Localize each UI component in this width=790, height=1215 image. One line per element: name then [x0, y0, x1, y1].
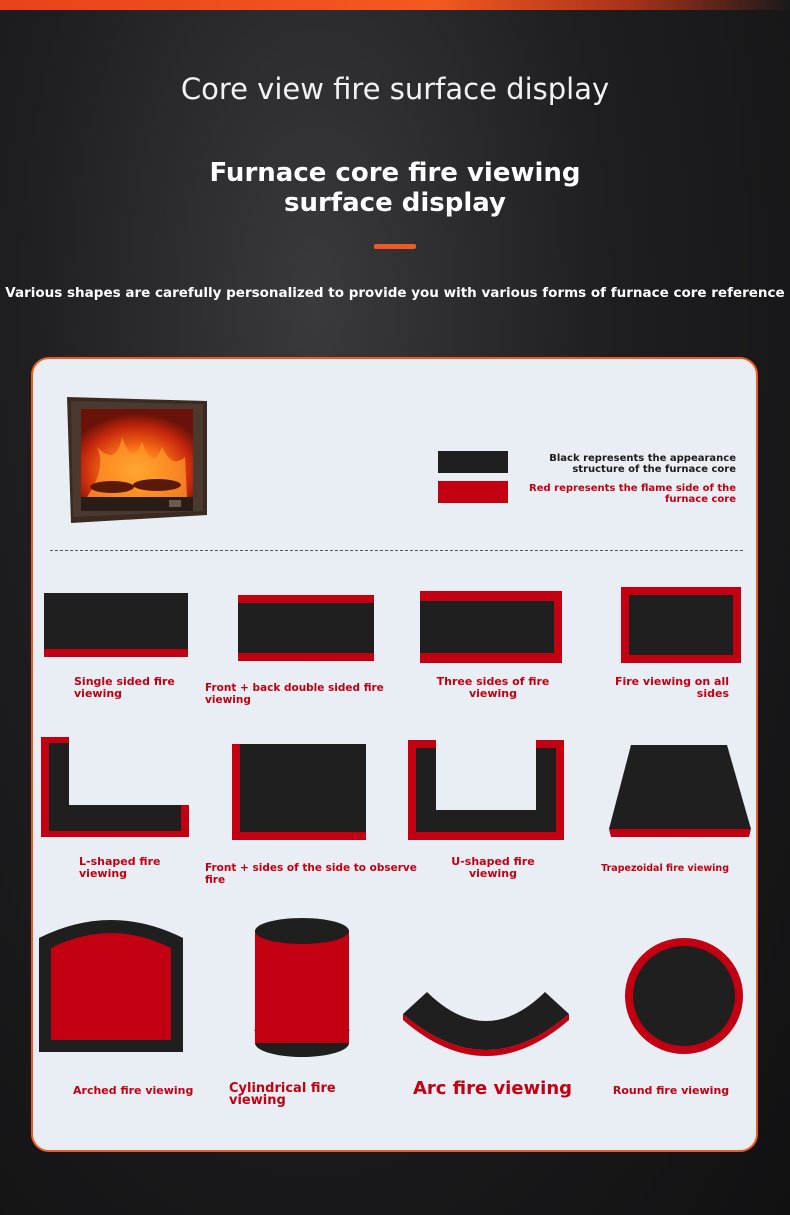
black-legend-text: Black represents the appearance structure of the furnace core: [549, 453, 736, 475]
red-legend-swatch: [438, 481, 508, 503]
section-description: Various shapes are carefully personalized to provide you with various forms of furnace core reference: [5, 285, 785, 301]
cylinder-shape: [253, 917, 351, 1057]
shape-label: Front + sides of the side to observe fire: [205, 862, 417, 886]
shapes-panel: [31, 357, 758, 1152]
u-shaped-shape: [408, 740, 564, 840]
single-sided-shape: [44, 593, 188, 657]
double-sided-shape: [238, 595, 374, 661]
accent-underline: [374, 244, 416, 249]
page-title: Core view fire surface display: [180, 72, 610, 106]
shape-label: Cylindrical fire viewing: [229, 1081, 336, 1108]
arched-shape: [39, 914, 183, 1054]
front-sides-shape: [232, 744, 366, 840]
three-sided-shape: [420, 591, 562, 663]
shape-label: U-shaped fire viewing: [451, 855, 535, 880]
shape-label: Single sided fire viewing: [74, 675, 175, 700]
shape-label: Trapezoidal fire viewing: [601, 863, 729, 874]
shape-label: Arched fire viewing: [73, 1084, 194, 1097]
all-sides-shape: [621, 587, 741, 663]
l-shaped-shape: [41, 737, 189, 837]
shape-label: Three sides of fire viewing: [436, 675, 550, 700]
fireplace-photo: [67, 397, 207, 523]
shape-label: Arc fire viewing: [413, 1078, 573, 1099]
shape-label: L-shaped fire viewing: [79, 855, 161, 880]
section-heading: Furnace core fire viewing surface display: [209, 158, 581, 218]
shape-label: Round fire viewing: [612, 1084, 730, 1097]
top-accent-bar: [0, 0, 790, 10]
arc-shape: [403, 990, 569, 1062]
black-legend-swatch: [438, 451, 508, 473]
round-shape: [624, 937, 744, 1055]
trapezoid-shape: [609, 745, 751, 837]
shape-label: Front + back double sided fire viewing: [205, 682, 384, 706]
red-legend-text: Red represents the flame side of the furnace core: [529, 483, 736, 505]
dashed-divider: [50, 550, 743, 551]
shape-label: Fire viewing on all sides: [614, 675, 729, 700]
